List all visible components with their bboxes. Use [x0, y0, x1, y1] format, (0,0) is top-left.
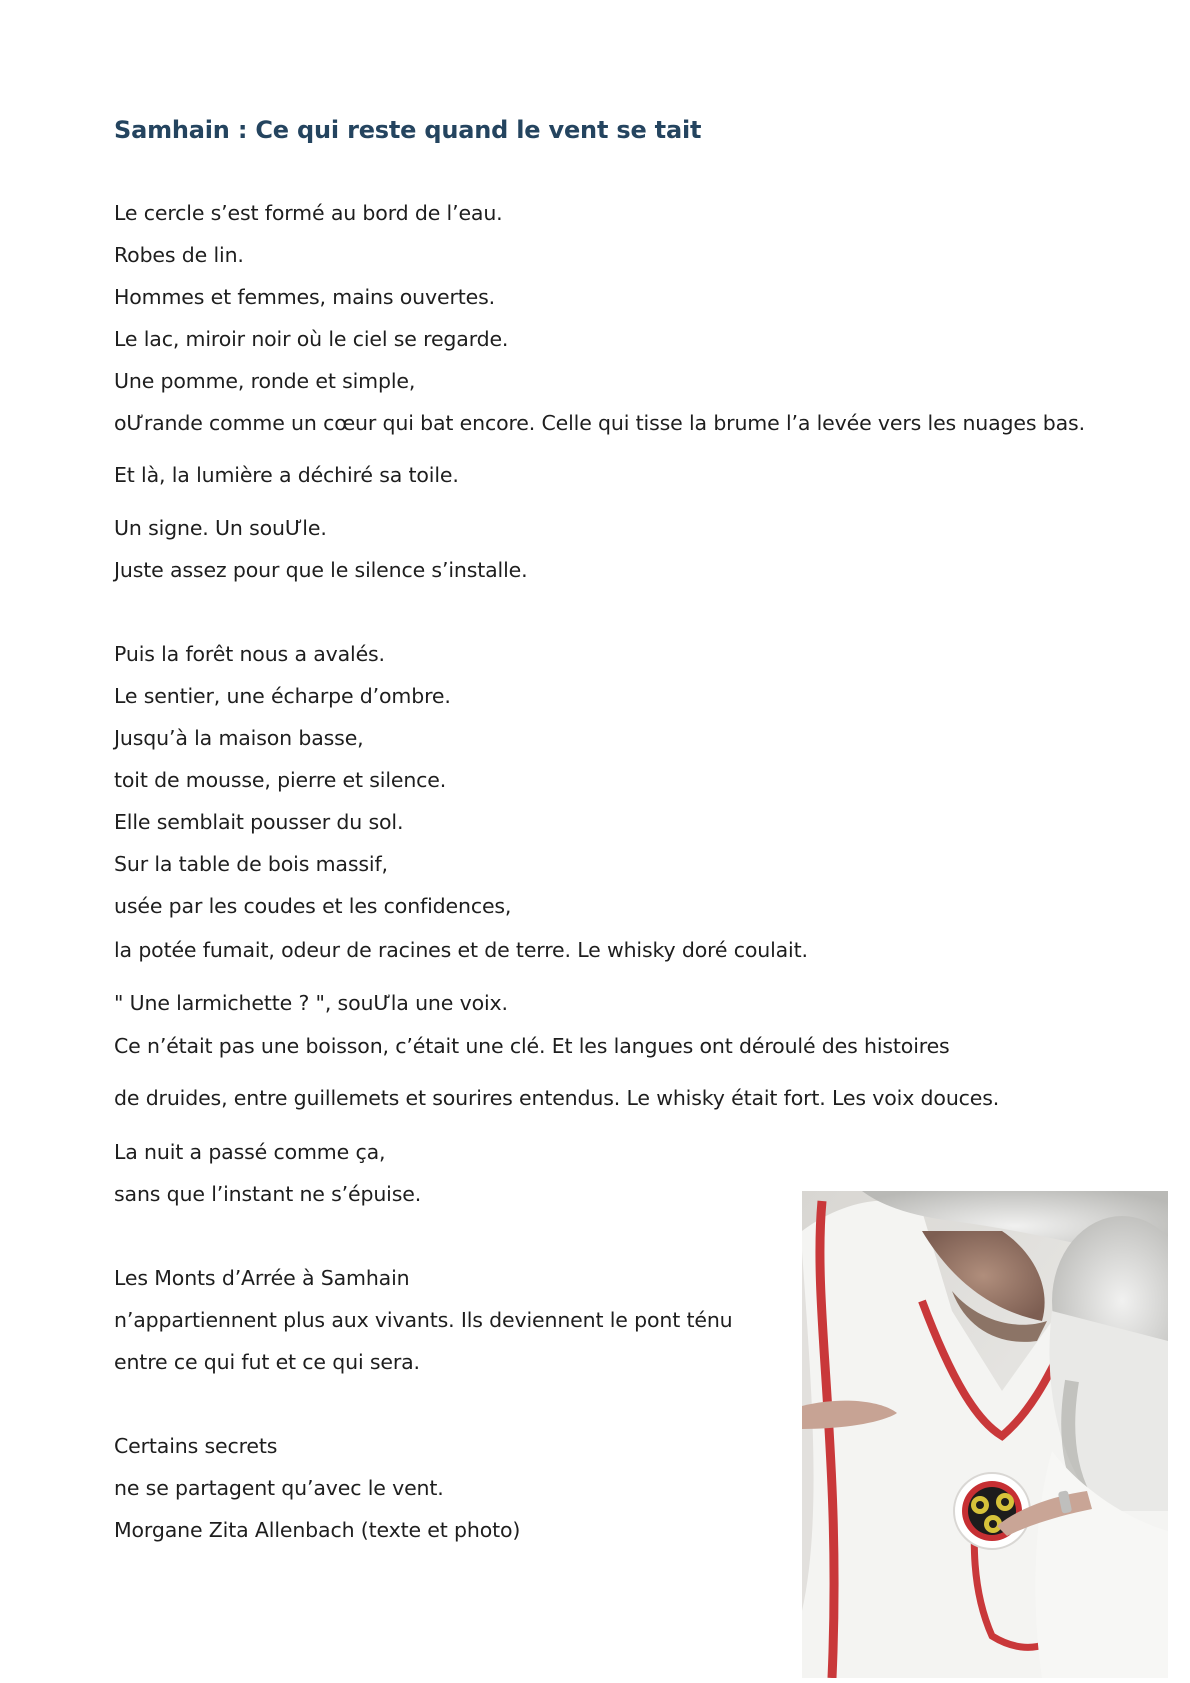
text-line: Le cercle s’est formé au bord de l’eau.: [114, 201, 503, 225]
text-line: Un signe. Un souƯle.: [114, 516, 327, 540]
text-line: Et là, la lumière a déchiré sa toile.: [114, 463, 459, 487]
author-credit: Morgane Zita Allenbach (texte et photo): [114, 1518, 521, 1542]
article-title: Samhain : Ce qui reste quand le vent se tait: [114, 116, 702, 144]
text-line: Elle semblait pousser du sol.: [114, 810, 404, 834]
text-line: Le sentier, une écharpe d’ombre.: [114, 684, 451, 708]
text-line: Sur la table de bois massif,: [114, 852, 388, 876]
text-line: n’appartiennent plus aux vivants. Ils deviennent le pont ténu: [114, 1308, 733, 1332]
text-line: Hommes et femmes, mains ouvertes.: [114, 285, 495, 309]
text-line: usée par les coudes et les confidences,: [114, 894, 512, 918]
text-line: Robes de lin.: [114, 243, 244, 267]
text-line: Les Monts d’Arrée à Samhain: [114, 1266, 410, 1290]
text-line: Une pomme, ronde et simple,: [114, 369, 416, 393]
text-line: entre ce qui fut et ce qui sera.: [114, 1350, 420, 1374]
text-line: Le lac, miroir noir où le ciel se regarde.: [114, 327, 509, 351]
text-line: Juste assez pour que le silence s’installe.: [114, 558, 528, 582]
text-line: " Une larmichette ? ", souƯla une voix.: [114, 991, 508, 1015]
text-line: ne se partagent qu’avec le vent.: [114, 1476, 444, 1500]
text-line: Certains secrets: [114, 1434, 278, 1458]
text-line: sans que l’instant ne s’épuise.: [114, 1182, 422, 1206]
text-line: la potée fumait, odeur de racines et de terre. Le whisky doré coulait.: [114, 938, 808, 962]
text-line: La nuit a passé comme ça,: [114, 1140, 386, 1164]
text-line: toit de mousse, pierre et silence.: [114, 768, 447, 792]
text-line: Jusqu’à la maison basse,: [114, 726, 364, 750]
druid-photo: [802, 1191, 1168, 1678]
text-line: de druides, entre guillemets et sourires entendus. Le whisky était fort. Les voix douces.: [114, 1086, 1000, 1110]
text-line: Ce n’était pas une boisson, c’était une clé. Et les langues ont déroulé des histoires: [114, 1034, 950, 1058]
text-line: oƯrande comme un cœur qui bat encore. Celle qui tisse la brume l’a levée vers les nuages bas.: [114, 411, 1085, 435]
text-line: Puis la forêt nous a avalés.: [114, 642, 385, 666]
